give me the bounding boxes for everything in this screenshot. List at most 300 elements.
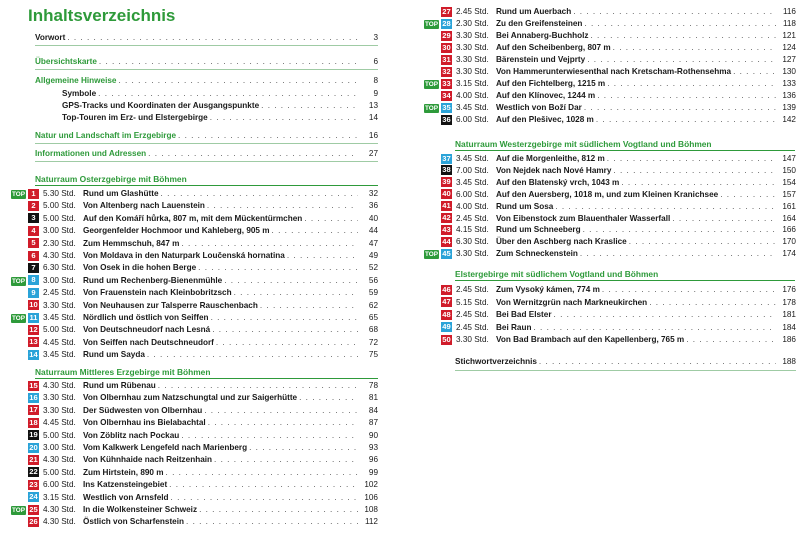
tour-row[interactable]: [420, 165, 796, 176]
tour-duration: 4.45 Std.: [43, 337, 76, 347]
leader-dots: [216, 337, 358, 348]
tour-title: Westlich von Boží Dar: [496, 103, 582, 112]
leader-dots: [583, 224, 776, 235]
toc-entry[interactable]: [62, 88, 378, 100]
leader-dots: [539, 356, 776, 368]
top-marker: [420, 78, 441, 89]
top-badge: TOP: [11, 277, 25, 285]
tour-duration: 5.00 Std.: [43, 430, 76, 440]
page-number: 72: [368, 337, 378, 347]
tour-duration: 5.00 Std.: [43, 213, 76, 223]
leader-dots: [199, 504, 358, 515]
tour-row[interactable]: [7, 188, 378, 199]
tour-row[interactable]: [420, 284, 796, 295]
leader-dots: [207, 200, 358, 211]
top-marker: [7, 275, 28, 286]
tour-duration: 4.30 Std.: [43, 517, 76, 527]
tour-duration: 4.30 Std.: [43, 505, 76, 514]
page-number: 49: [368, 251, 378, 260]
tour-title: Von Bad Brambach auf den Kapellenberg, 765 m: [496, 335, 685, 345]
tour-duration: 2.45 Std.: [456, 310, 489, 320]
leader-dots: [181, 430, 358, 441]
toc-column-right: [420, 0, 796, 533]
toc-entry[interactable]: [35, 32, 378, 44]
tour-title: Bärenstein und Vejprty: [496, 55, 586, 64]
tour-title: Rund um Rechenberg-Bienenmühle: [83, 275, 223, 285]
leader-dots: [214, 454, 358, 465]
tour-number-badge: 22: [29, 467, 38, 477]
page-number: 118: [782, 19, 796, 28]
leader-dots: [555, 201, 776, 212]
tour-duration: 2.45 Std.: [43, 288, 76, 298]
toc-entry[interactable]: [35, 130, 378, 142]
page-number: 9: [373, 89, 378, 98]
tour-title: Auf die Morgenleithe, 812 m: [496, 154, 605, 163]
tour-row[interactable]: [7, 200, 378, 211]
tour-number-badge: 3: [28, 213, 39, 223]
tour-number-badge: 31: [442, 54, 451, 64]
tour-duration: 6.30 Std.: [43, 263, 76, 273]
tour-number-badge: 47: [442, 297, 451, 307]
leader-dots: [580, 248, 776, 259]
tour-duration: 6.00 Std.: [43, 480, 76, 490]
tour-title: Von Hammerunterwiesenthal nach Kretscham-Rothensehma: [496, 67, 732, 76]
section-heading: Elstergebirge mit südlichem Vogtland und Böhmen: [455, 269, 659, 279]
tour-duration: 3.30 Std.: [456, 249, 489, 259]
tour-number-badge: 12: [29, 324, 38, 334]
tour-number-badge: 33: [442, 78, 451, 88]
toc-entry-label: Übersichtskarte: [35, 57, 97, 66]
page-number: 27: [368, 149, 378, 158]
tour-row[interactable]: [420, 177, 796, 188]
leader-dots: [573, 6, 776, 17]
leader-dots: [178, 130, 358, 142]
page-number: 178: [782, 297, 796, 307]
tour-duration: 3.15 Std.: [43, 492, 76, 502]
leader-dots: [148, 148, 358, 160]
tour-row[interactable]: [7, 275, 378, 286]
toc-entry-label: Vorwort: [35, 33, 66, 42]
page-number: 136: [782, 91, 796, 100]
leader-dots: [186, 516, 358, 527]
tour-duration: 2.45 Std.: [456, 285, 489, 294]
page-number: 108: [364, 505, 378, 514]
tour-row[interactable]: [420, 236, 796, 247]
page-number: 81: [368, 393, 378, 403]
tour-title: Auf den Klínovec, 1244 m: [496, 91, 596, 100]
leader-dots: [161, 188, 358, 199]
tour-row[interactable]: [7, 250, 378, 261]
tour-duration: 4.45 Std.: [43, 418, 76, 428]
tour-duration: 3.30 Std.: [43, 393, 76, 403]
tour-row[interactable]: [7, 324, 378, 335]
tour-title: Westlich von Arnsfeld: [83, 492, 169, 502]
tour-row[interactable]: [7, 300, 378, 311]
tour-duration: 3.15 Std.: [456, 79, 489, 88]
page-number: 164: [782, 213, 796, 223]
top-badge: TOP: [424, 21, 438, 28]
tour-title: Bei Bad Elster: [496, 310, 552, 320]
page-number: 116: [782, 7, 796, 16]
leader-dots: [299, 392, 358, 403]
tour-title: Auf den Blatenský vrch, 1043 m: [496, 177, 620, 187]
tour-duration: 3.45 Std.: [456, 154, 489, 163]
leader-dots: [613, 42, 776, 53]
tour-number-badge: 38: [442, 165, 451, 175]
tour-row[interactable]: [7, 238, 378, 249]
tour-row[interactable]: [420, 18, 796, 29]
page-number: 47: [368, 238, 378, 248]
leader-dots: [629, 236, 776, 247]
tour-title: Bei Annaberg-Buchholz: [496, 31, 589, 40]
tour-title: Von Frauenstein nach Kleinbobritzsch: [83, 288, 232, 298]
tour-number-badge: 36: [442, 114, 451, 124]
index-entry[interactable]: [455, 356, 796, 368]
tour-row[interactable]: [420, 54, 796, 65]
toc-entry[interactable]: [35, 56, 378, 68]
tour-row[interactable]: [420, 189, 796, 200]
top-marker: [420, 248, 441, 259]
tour-row[interactable]: [420, 153, 796, 164]
tour-number-badge: 39: [442, 177, 451, 187]
tour-row[interactable]: [420, 297, 796, 308]
tour-title: Rund um Schneeberg: [496, 225, 581, 235]
tour-number-badge: 7: [28, 263, 39, 273]
tour-row[interactable]: [420, 102, 796, 113]
leader-dots: [584, 102, 776, 113]
leader-dots: [584, 18, 776, 29]
tour-title: Zu den Greifensteinen: [496, 19, 583, 28]
tour-row[interactable]: [7, 337, 378, 348]
leader-dots: [169, 479, 358, 490]
page-number: 150: [782, 165, 796, 175]
leader-dots: [224, 275, 358, 286]
toc-entry[interactable]: [35, 75, 378, 87]
tour-title: Rund um Auerbach: [496, 7, 572, 16]
tour-title: Von Seiffen nach Deutschneudorf: [83, 337, 214, 347]
toc-entry[interactable]: [35, 148, 378, 160]
leader-dots: [261, 100, 358, 112]
tour-duration: 7.00 Std.: [456, 165, 489, 175]
tour-duration: 3.30 Std.: [43, 300, 76, 310]
tour-row[interactable]: [420, 309, 796, 320]
tour-row[interactable]: [7, 492, 378, 503]
tour-title: Zum Hirtstein, 890 m: [83, 467, 164, 477]
leader-dots: [587, 54, 776, 65]
leader-dots: [212, 324, 358, 335]
tour-number-badge: 15: [29, 380, 38, 390]
section-heading: Naturraum Westerzgebirge mit südlichem Vogtland und Böhmen: [455, 139, 712, 149]
page-number: 52: [368, 263, 378, 273]
toc-column-left: [7, 0, 378, 533]
page-number: 93: [368, 443, 378, 452]
tour-row[interactable]: [7, 380, 378, 391]
page-number: 78: [368, 381, 378, 390]
leader-dots: [234, 287, 358, 298]
divider: [35, 143, 378, 144]
tour-duration: 4.30 Std.: [43, 455, 76, 465]
tour-duration: 2.30 Std.: [456, 19, 489, 28]
leader-dots: [198, 262, 358, 273]
tour-title: Rund um Sosa: [496, 201, 554, 211]
section-rule: [455, 150, 795, 151]
tour-row[interactable]: [7, 287, 378, 298]
leader-dots: [171, 492, 358, 503]
tour-title: Georgenfelder Hochmoor und Kahleberg, 905 m: [83, 226, 270, 236]
tour-row[interactable]: [7, 479, 378, 490]
top-badge: TOP: [424, 251, 438, 259]
tour-row[interactable]: [420, 42, 796, 53]
toc-entry-label: Allgemeine Hinweise: [35, 76, 117, 85]
page-number: 62: [368, 300, 378, 310]
tour-title: Von Eibenstock zum Blauenthaler Wasserfall: [496, 213, 671, 223]
page-number: 130: [782, 67, 796, 76]
tour-row[interactable]: [7, 392, 378, 403]
page-number: 139: [782, 103, 796, 112]
tour-duration: 5.30 Std.: [43, 189, 76, 198]
page-number: 147: [782, 154, 796, 163]
tour-duration: 3.45 Std.: [456, 177, 489, 187]
tour-row[interactable]: [420, 114, 796, 125]
tour-number-badge: 37: [442, 153, 451, 163]
tour-row[interactable]: [7, 225, 378, 236]
leader-dots: [208, 417, 358, 428]
tour-row[interactable]: [420, 201, 796, 212]
page-number: 106: [364, 492, 378, 502]
tour-duration: 6.00 Std.: [456, 115, 489, 124]
page-number: 186: [782, 335, 796, 345]
leader-dots: [607, 153, 776, 164]
tour-duration: 4.30 Std.: [43, 381, 76, 390]
tour-number-badge: 13: [29, 337, 38, 347]
leader-dots: [596, 114, 776, 125]
tour-number-badge: 6: [28, 251, 39, 261]
tour-number-badge: 49: [442, 322, 451, 332]
page-number: 87: [368, 418, 378, 428]
tour-duration: 5.00 Std.: [43, 201, 76, 211]
tour-number-badge: 50: [442, 334, 451, 344]
page-number: 75: [368, 350, 378, 360]
leader-dots: [613, 165, 776, 176]
leader-dots: [158, 380, 358, 391]
leader-dots: [118, 75, 358, 87]
leader-dots: [597, 90, 776, 101]
tour-row[interactable]: [420, 213, 796, 224]
top-badge: TOP: [11, 315, 25, 322]
tour-title: Zum Hemmschuh, 847 m: [83, 238, 180, 248]
top-badge: TOP: [11, 507, 25, 514]
tour-number-badge: 34: [442, 90, 451, 100]
tour-number-badge: 9: [28, 288, 39, 298]
leader-dots: [249, 442, 358, 453]
toc-entry-label: Natur und Landschaft im Erzgebirge: [35, 131, 177, 140]
tour-duration: 3.30 Std.: [456, 43, 489, 52]
tour-row[interactable]: [420, 66, 796, 77]
tour-duration: 2.45 Std.: [456, 213, 489, 223]
page-number: 157: [782, 189, 796, 199]
toc-entry[interactable]: [62, 100, 378, 112]
tour-title: Zum Vysoký kámen, 774 m: [496, 285, 600, 294]
leader-dots: [672, 213, 776, 224]
page-number: 161: [782, 201, 796, 211]
toc-entry[interactable]: [62, 112, 378, 124]
tour-title: Nördlich und östlich von Seiffen: [83, 313, 209, 322]
tour-number-badge: 46: [442, 284, 451, 294]
tour-row[interactable]: [7, 430, 378, 441]
tour-duration: 3.00 Std.: [43, 443, 76, 452]
tour-row[interactable]: [7, 213, 378, 224]
tour-row[interactable]: [7, 417, 378, 428]
page-number: 188: [782, 357, 796, 366]
tour-duration: 2.45 Std.: [456, 7, 489, 16]
tour-title: Von Neuhausen zur Talsperre Rauschenbach: [83, 300, 258, 310]
tour-row[interactable]: [420, 224, 796, 235]
tour-duration: 3.45 Std.: [43, 313, 76, 322]
leader-dots: [304, 213, 358, 224]
tour-title: Von Wernitzgrün nach Markneukirchen: [496, 297, 648, 307]
page-number: 124: [782, 43, 796, 52]
tour-row[interactable]: [420, 248, 796, 259]
tour-title: Bei Raun: [496, 322, 532, 332]
tour-row[interactable]: [420, 90, 796, 101]
page-number: 44: [368, 226, 378, 236]
top-badge: TOP: [424, 81, 438, 88]
section-rule: [35, 185, 378, 186]
leader-dots: [67, 32, 358, 44]
top-badge: TOP: [424, 105, 438, 112]
tour-number-badge: 1: [28, 189, 39, 199]
page-number: 176: [782, 285, 796, 294]
tour-row[interactable]: [7, 349, 378, 360]
tour-duration: 4.00 Std.: [456, 201, 489, 211]
leader-dots: [147, 349, 358, 360]
tour-number-badge: 27: [442, 6, 451, 16]
tour-row[interactable]: [7, 467, 378, 478]
tour-title: Rund um Glashütte: [83, 189, 159, 198]
tour-duration: 2.45 Std.: [456, 322, 489, 332]
tour-duration: 3.45 Std.: [456, 103, 489, 112]
tour-row[interactable]: [7, 516, 378, 527]
tour-row[interactable]: [420, 322, 796, 333]
page-title: Inhaltsverzeichnis: [28, 6, 176, 25]
page-number: 99: [368, 467, 378, 477]
tour-duration: 4.00 Std.: [456, 91, 489, 100]
tour-row[interactable]: [7, 442, 378, 453]
leader-dots: [591, 30, 777, 41]
tour-duration: 3.00 Std.: [43, 226, 76, 236]
tour-number-badge: 17: [29, 405, 38, 415]
tour-row[interactable]: [420, 30, 796, 41]
leader-dots: [554, 309, 776, 320]
leader-dots: [98, 88, 358, 100]
top-marker: [7, 312, 28, 323]
tour-title: Auf den Plešivec, 1028 m: [496, 115, 594, 124]
page-number: 90: [368, 430, 378, 440]
tour-number-badge: 19: [29, 430, 38, 440]
leader-dots: [260, 300, 358, 311]
divider: [35, 161, 378, 162]
tour-duration: 4.30 Std.: [43, 251, 76, 260]
divider: [455, 370, 796, 371]
page-number: 112: [364, 517, 378, 527]
tour-row[interactable]: [7, 312, 378, 323]
leader-dots: [272, 225, 358, 236]
page-number: 8: [373, 76, 378, 85]
leader-dots: [649, 297, 776, 308]
leader-dots: [287, 250, 358, 261]
tour-title: Östlich von Scharfenstein: [83, 517, 185, 527]
leader-dots: [166, 467, 358, 478]
leader-dots: [602, 284, 776, 295]
page-number: 16: [368, 131, 378, 140]
tour-title: Von Deutschneudorf nach Lesná: [83, 325, 211, 335]
tour-row[interactable]: [420, 78, 796, 89]
tour-row[interactable]: [420, 334, 796, 345]
tour-number-badge: 4: [28, 226, 39, 236]
tour-title: Von Moldava in den Naturpark Loučenská hornatina: [83, 251, 285, 260]
page-number: 59: [368, 288, 378, 298]
tour-number-badge: 26: [29, 516, 38, 526]
tour-duration: 5.00 Std.: [43, 325, 76, 335]
page-number: 102: [364, 480, 378, 490]
tour-title: Von Altenberg nach Lauenstein: [83, 201, 205, 211]
page-number: 32: [368, 189, 378, 198]
toc-entry-label: GPS-Tracks und Koordinaten der Ausgangspunkte: [62, 101, 260, 110]
tour-number-badge: 20: [29, 442, 38, 452]
tour-duration: 6.30 Std.: [456, 237, 489, 247]
tour-number-badge: 42: [442, 213, 451, 222]
tour-title: Ins Katzensteingebiet: [83, 480, 168, 490]
tour-number-badge: 41: [442, 201, 451, 211]
tour-duration: 3.00 Std.: [43, 275, 76, 285]
page-number: 174: [782, 249, 796, 259]
tour-title: Rund um Rübenau: [83, 381, 156, 390]
tour-number-badge: 8: [28, 275, 39, 285]
leader-dots: [99, 56, 358, 68]
tour-row[interactable]: [420, 6, 796, 17]
tour-row[interactable]: [7, 262, 378, 273]
tour-row[interactable]: [7, 405, 378, 416]
section-rule: [455, 280, 795, 281]
tour-number-badge: 23: [29, 479, 38, 489]
tour-number-badge: 10: [29, 300, 38, 310]
tour-duration: 5.15 Std.: [456, 297, 489, 307]
tour-row[interactable]: [7, 454, 378, 465]
toc-entry-label: Symbole: [62, 89, 97, 98]
tour-number-badge: 44: [442, 236, 451, 246]
tour-duration: 2.30 Std.: [43, 238, 76, 248]
tour-number-badge: 29: [442, 30, 451, 40]
leader-dots: [720, 189, 776, 200]
tour-duration: 3.30 Std.: [43, 405, 76, 415]
tour-row[interactable]: [7, 504, 378, 515]
tour-title: Vom Kalkwerk Lengefeld nach Marienberg: [83, 443, 248, 452]
tour-title: Von Olbernhau zum Natzschungtal und zur Saigerhütte: [83, 393, 298, 403]
page-number: 184: [782, 322, 796, 332]
tour-title: Von Zöblitz nach Pockau: [83, 430, 180, 440]
tour-number-badge: 28: [442, 18, 451, 28]
tour-duration: 6.00 Std.: [456, 189, 489, 199]
tour-title: Von Nejdek nach Nové Hamry: [496, 165, 612, 175]
page-number: 127: [782, 55, 796, 64]
top-marker: [420, 102, 441, 113]
tour-duration: 4.15 Std.: [456, 225, 489, 235]
tour-number-badge: 48: [442, 309, 451, 319]
tour-title: Über den Aschberg nach Kraslice: [496, 237, 627, 247]
leader-dots: [204, 405, 358, 416]
tour-title: Auf den Komáří hůrka, 807 m, mit dem Mückentürmchen: [83, 213, 303, 223]
page-number: 36: [368, 201, 378, 211]
